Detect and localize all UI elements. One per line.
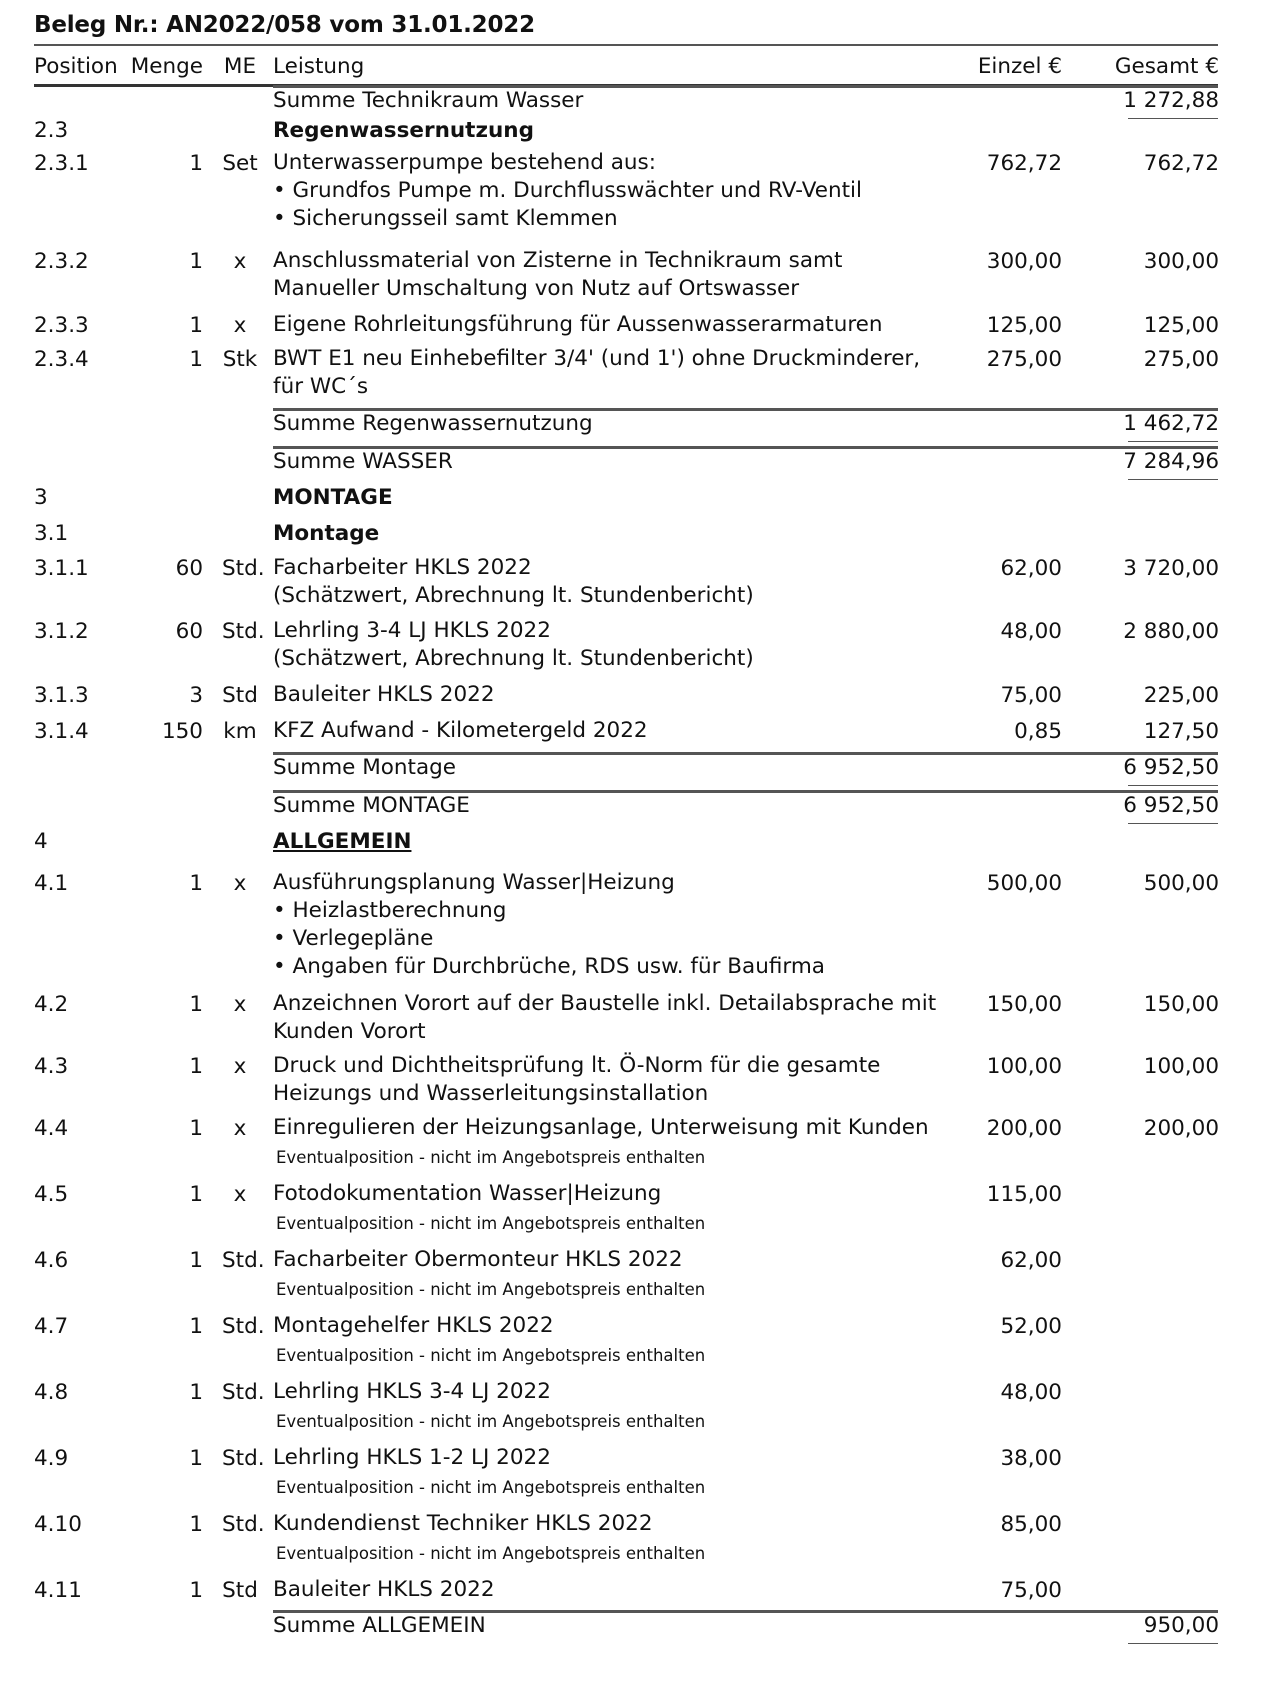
- item-position: 4.9: [34, 1446, 69, 1471]
- item-position: 2.3.4: [34, 347, 89, 372]
- item-description-line: • Grundfos Pumpe m. Durchflusswächter und RV-Ventil: [273, 178, 862, 203]
- item-unit: x: [233, 313, 247, 338]
- item-quantity: 1: [189, 1380, 203, 1405]
- item-total: 100,00: [1143, 1054, 1219, 1079]
- eventual-note: Eventualposition - nicht im Angebotspreis enthalten: [276, 1346, 706, 1365]
- item-quantity: 150: [161, 719, 203, 744]
- item-unit: Std.: [222, 1446, 265, 1471]
- item-position: 4.10: [34, 1512, 82, 1537]
- header-gesamt: Gesamt €: [1114, 54, 1219, 79]
- item-total: 150,00: [1143, 992, 1219, 1017]
- item-total: 275,00: [1143, 347, 1219, 372]
- sum-label: Summe MONTAGE: [273, 793, 470, 818]
- item-description: [273, 345, 920, 401]
- item-description: [273, 1378, 551, 1406]
- item-description-line: Kunden Vorort: [273, 1019, 426, 1044]
- sum-label: Summe Montage: [273, 755, 457, 780]
- item-total: 2 880,00: [1123, 619, 1219, 644]
- item-unit-price: 115,00: [986, 1182, 1062, 1207]
- item-description-line: • Sicherungsseil samt Klemmen: [273, 206, 618, 231]
- item-description-line: Lehrling HKLS 3-4 LJ 2022: [273, 1379, 551, 1404]
- sum-total: 6 952,50: [1123, 793, 1219, 818]
- item-unit-price: 62,00: [1000, 556, 1062, 581]
- item-description: [273, 1246, 683, 1274]
- item-unit: Std.: [222, 556, 265, 581]
- item-description-line: Anschlussmaterial von Zisterne in Technikraum samt: [273, 248, 843, 273]
- eventual-note: Eventualposition - nicht im Angebotspreis enthalten: [276, 1478, 706, 1497]
- header-position: Position: [34, 54, 118, 79]
- item-unit: km: [223, 719, 257, 744]
- item-quantity: 1: [189, 151, 203, 176]
- item-position: 4.5: [34, 1182, 69, 1207]
- item-description-line: Ausführungsplanung Wasser|Heizung: [273, 870, 675, 895]
- item-description-line: BWT E1 neu Einhebefilter 3/4' (und 1') ohne Druckminderer,: [273, 346, 921, 371]
- item-description-line: Manueller Umschaltung von Nutz auf Ortswasser: [273, 276, 800, 301]
- sum-total-underline: [1128, 441, 1218, 442]
- eventual-note: Eventualposition - nicht im Angebotspreis enthalten: [276, 1214, 706, 1233]
- item-unit-price: 500,00: [986, 871, 1062, 896]
- item-quantity: 3: [189, 683, 203, 708]
- item-description: [273, 617, 754, 673]
- item-unit-price: 75,00: [1000, 1578, 1062, 1603]
- item-unit: Std.: [222, 1512, 265, 1537]
- item-unit-price: 48,00: [1000, 619, 1062, 644]
- item-quantity: 1: [189, 1314, 203, 1339]
- item-position: 3.1.4: [34, 719, 89, 744]
- item-quantity: 1: [189, 871, 203, 896]
- section-title: MONTAGE: [273, 485, 393, 510]
- item-description-line: Montagehelfer HKLS 2022: [273, 1313, 554, 1338]
- item-quantity: 1: [189, 313, 203, 338]
- item-position: 3.1.2: [34, 619, 89, 644]
- item-description: [273, 149, 862, 233]
- item-description: [273, 1180, 661, 1208]
- section-position: 3: [34, 485, 48, 510]
- item-unit-price: 100,00: [986, 1054, 1062, 1079]
- item-position: 4.1: [34, 871, 69, 896]
- item-description-line: • Verlegepläne: [273, 926, 434, 951]
- item-unit: x: [233, 249, 247, 274]
- item-total: 500,00: [1143, 871, 1219, 896]
- item-unit-price: 52,00: [1000, 1314, 1062, 1339]
- item-description: [273, 1114, 929, 1142]
- header-menge: Menge: [130, 54, 203, 79]
- sum-total: 950,00: [1143, 1613, 1219, 1638]
- title-divider: [34, 44, 1218, 46]
- item-description-line: für WC´s: [273, 374, 369, 399]
- sum-label: Summe WASSER: [273, 449, 453, 474]
- item-quantity: 1: [189, 1446, 203, 1471]
- eventual-note: Eventualposition - nicht im Angebotspreis enthalten: [276, 1412, 706, 1431]
- item-position: 2.3.2: [34, 249, 89, 274]
- item-position: 4.2: [34, 992, 69, 1017]
- document-title: Beleg Nr.: AN2022/058 vom 31.01.2022: [34, 12, 535, 38]
- item-unit-price: 762,72: [986, 151, 1062, 176]
- item-quantity: 1: [189, 1512, 203, 1537]
- item-description: [273, 311, 883, 339]
- item-description-line: Fotodokumentation Wasser|Heizung: [273, 1181, 662, 1206]
- item-unit-price: 38,00: [1000, 1446, 1062, 1471]
- item-description: [273, 554, 754, 610]
- sum-label: Summe Technikraum Wasser: [273, 88, 584, 113]
- item-position: 3.1.1: [34, 556, 89, 581]
- item-unit: Std.: [222, 1314, 265, 1339]
- section-title: ALLGEMEIN: [273, 829, 412, 854]
- item-unit-price: 125,00: [986, 313, 1062, 338]
- item-unit: x: [233, 1116, 247, 1141]
- section-position: 3.1: [34, 521, 69, 546]
- header-leistung: Leistung: [273, 54, 365, 79]
- item-position: 4.8: [34, 1380, 69, 1405]
- item-description-line: • Angaben für Durchbrüche, RDS usw. für Baufirma: [273, 954, 825, 979]
- sum-total: 1 272,88: [1123, 88, 1219, 113]
- item-description: [273, 681, 495, 709]
- item-total: 225,00: [1143, 683, 1219, 708]
- eventual-note: Eventualposition - nicht im Angebotspreis enthalten: [276, 1148, 706, 1167]
- item-unit: x: [233, 1182, 247, 1207]
- item-position: 2.3.1: [34, 151, 89, 176]
- item-description: [273, 1510, 653, 1538]
- item-description: [273, 1312, 554, 1340]
- section-position: 2.3: [34, 118, 69, 143]
- item-quantity: 60: [175, 619, 203, 644]
- item-unit-price: 48,00: [1000, 1380, 1062, 1405]
- item-position: 3.1.3: [34, 683, 89, 708]
- item-description-line: Unterwasserpumpe bestehend aus:: [273, 150, 656, 175]
- item-description-line: (Schätzwert, Abrechnung lt. Stundenbericht): [273, 646, 754, 671]
- sum-total-underline: [1128, 479, 1218, 480]
- item-unit: x: [233, 992, 247, 1017]
- item-total: 125,00: [1143, 313, 1219, 338]
- item-description-line: Lehrling HKLS 1-2 LJ 2022: [273, 1445, 551, 1470]
- item-unit-price: 275,00: [986, 347, 1062, 372]
- item-unit: Stk: [222, 347, 258, 372]
- header-einzel: Einzel €: [977, 54, 1062, 79]
- item-unit-price: 200,00: [986, 1116, 1062, 1141]
- item-quantity: 1: [189, 992, 203, 1017]
- item-description-line: Einregulieren der Heizungsanlage, Unterweisung mit Kunden: [273, 1115, 929, 1140]
- item-description-line: Kundendienst Techniker HKLS 2022: [273, 1511, 653, 1536]
- item-unit: Std: [222, 1578, 258, 1603]
- item-quantity: 1: [189, 347, 203, 372]
- item-description-line: Lehrling 3-4 LJ HKLS 2022: [273, 618, 551, 643]
- item-description-line: Facharbeiter Obermonteur HKLS 2022: [273, 1247, 683, 1272]
- item-description-line: Druck und Dichtheitsprüfung lt. Ö-Norm für die gesamte: [273, 1053, 881, 1078]
- item-position: 4.4: [34, 1116, 69, 1141]
- item-description-line: Facharbeiter HKLS 2022: [273, 555, 532, 580]
- item-unit: x: [233, 1054, 247, 1079]
- item-unit-price: 150,00: [986, 992, 1062, 1017]
- sum-label: Summe ALLGEMEIN: [273, 1613, 486, 1638]
- item-description-line: Heizungs und Wasserleitungsinstallation: [273, 1081, 709, 1106]
- sum-total-underline: [1128, 118, 1218, 119]
- item-description-line: (Schätzwert, Abrechnung lt. Stundenbericht): [273, 583, 754, 608]
- item-description-line: Anzeichnen Vorort auf der Baustelle inkl. Detailabsprache mit: [273, 991, 937, 1016]
- item-description: [273, 1052, 880, 1108]
- item-quantity: 1: [189, 1116, 203, 1141]
- item-description-line: KFZ Aufwand - Kilometergeld 2022: [273, 718, 648, 743]
- item-position: 4.3: [34, 1054, 69, 1079]
- item-quantity: 1: [189, 249, 203, 274]
- sum-total: 6 952,50: [1123, 755, 1219, 780]
- item-description: [273, 717, 648, 745]
- item-unit-price: 75,00: [1000, 683, 1062, 708]
- sum-total-underline: [1128, 823, 1218, 824]
- eventual-note: Eventualposition - nicht im Angebotspreis enthalten: [276, 1280, 706, 1299]
- item-total: 200,00: [1143, 1116, 1219, 1141]
- item-unit: Set: [222, 151, 258, 176]
- item-unit-price: 300,00: [986, 249, 1062, 274]
- item-total: 762,72: [1143, 151, 1219, 176]
- item-description-line: Bauleiter HKLS 2022: [273, 1577, 495, 1602]
- item-description: [273, 1444, 551, 1472]
- sum-total: 7 284,96: [1123, 449, 1219, 474]
- item-unit: Std: [222, 683, 258, 708]
- item-unit-price: 62,00: [1000, 1248, 1062, 1273]
- item-description-line: Bauleiter HKLS 2022: [273, 682, 495, 707]
- sum-label: Summe Regenwassernutzung: [273, 411, 593, 436]
- sum-total: 1 462,72: [1123, 411, 1219, 436]
- item-quantity: 1: [189, 1054, 203, 1079]
- item-description: [273, 990, 936, 1046]
- item-description: [273, 1576, 495, 1604]
- item-unit-price: 85,00: [1000, 1512, 1062, 1537]
- item-total: 3 720,00: [1123, 556, 1219, 581]
- item-total: 127,50: [1143, 719, 1219, 744]
- item-position: 4.11: [34, 1578, 82, 1603]
- eventual-note: Eventualposition - nicht im Angebotspreis enthalten: [276, 1544, 706, 1563]
- header-me: ME: [223, 54, 257, 79]
- item-unit: Std.: [222, 619, 265, 644]
- item-description-line: Eigene Rohrleitungsführung für Aussenwasserarmaturen: [273, 312, 883, 337]
- item-unit: Std.: [222, 1380, 265, 1405]
- item-position: 4.7: [34, 1314, 69, 1339]
- item-total: 300,00: [1143, 249, 1219, 274]
- item-position: 2.3.3: [34, 313, 89, 338]
- table-header: [0, 52, 1280, 82]
- section-title: Montage: [273, 521, 380, 546]
- item-description: [273, 869, 825, 981]
- item-position: 4.6: [34, 1248, 69, 1273]
- item-quantity: 1: [189, 1182, 203, 1207]
- item-description: [273, 247, 842, 303]
- sum-total-underline: [1128, 785, 1218, 786]
- item-quantity: 1: [189, 1578, 203, 1603]
- item-quantity: 1: [189, 1248, 203, 1273]
- section-title: Regenwassernutzung: [273, 118, 534, 143]
- item-description-line: • Heizlastberechnung: [273, 898, 507, 923]
- sum-total-underline: [1128, 1643, 1218, 1644]
- item-unit: Std.: [222, 1248, 265, 1273]
- section-position: 4: [34, 829, 48, 854]
- item-quantity: 60: [175, 556, 203, 581]
- item-unit: x: [233, 871, 247, 896]
- item-unit-price: 0,85: [1014, 719, 1062, 744]
